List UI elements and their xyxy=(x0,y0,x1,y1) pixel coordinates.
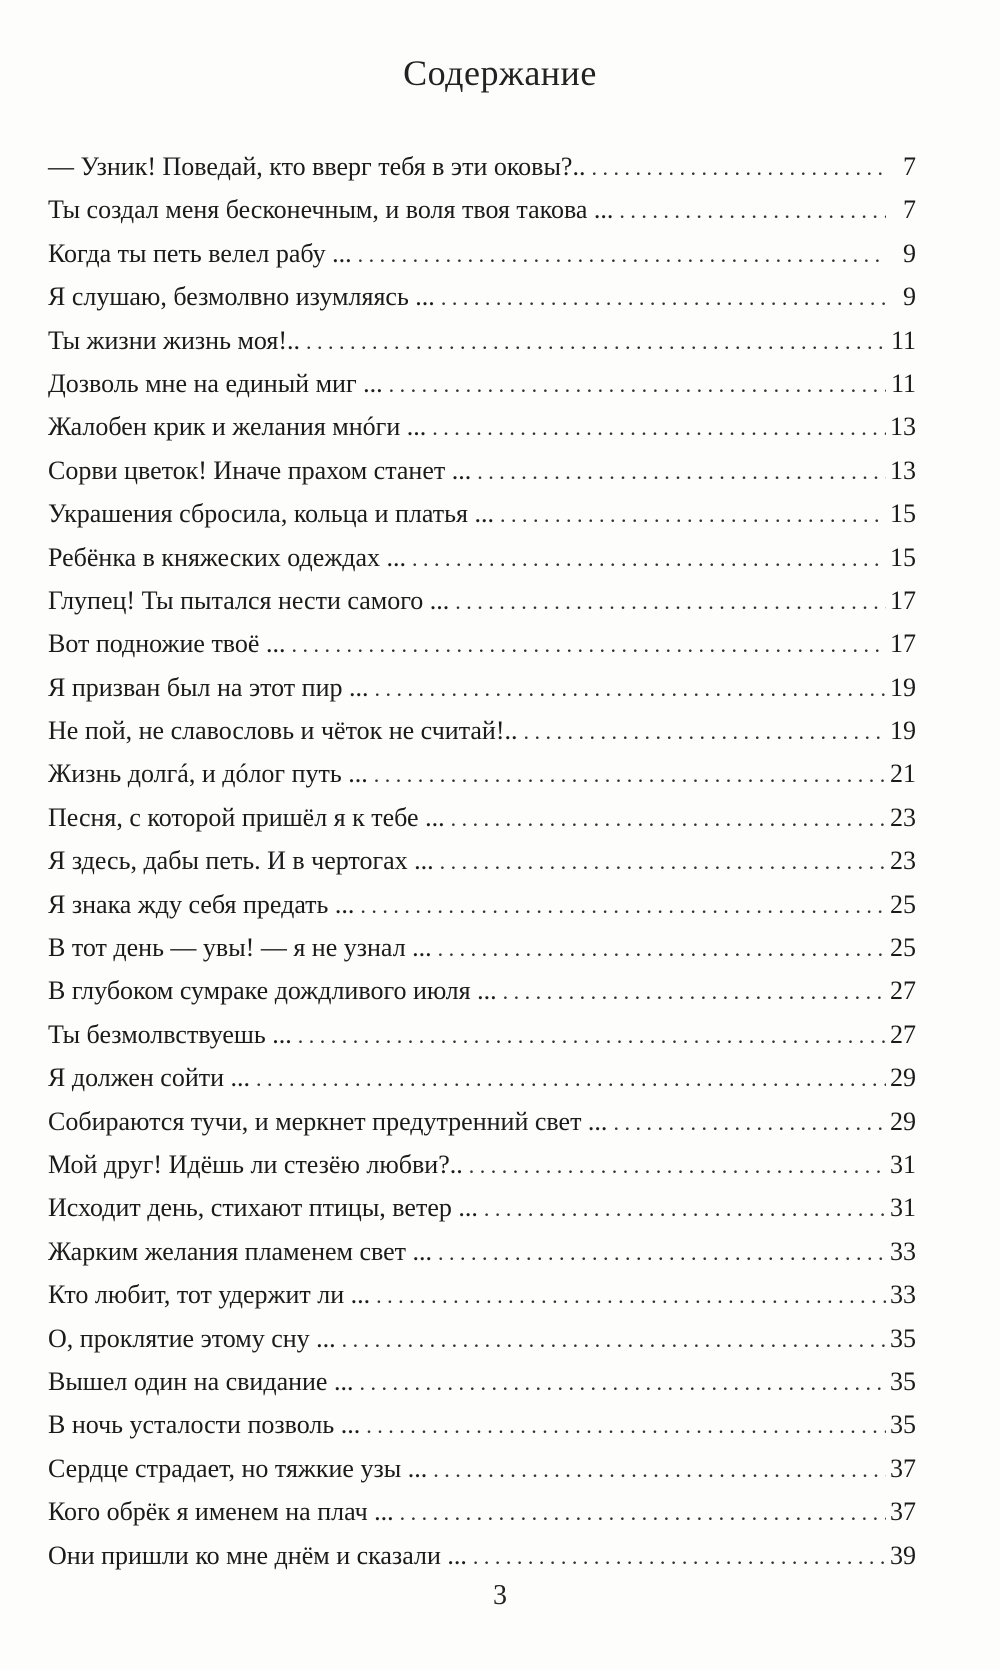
toc-entry-page: 31 xyxy=(890,1193,916,1223)
toc-entry-page: 13 xyxy=(890,455,916,485)
toc-entry-page: 31 xyxy=(890,1149,916,1179)
toc-entry-title: — Узник! Поведай, кто вверг тебя в эти оковы?.. xyxy=(48,152,586,181)
dot-leader xyxy=(427,1448,886,1491)
dot-leader xyxy=(471,450,886,493)
toc-entry-page: 33 xyxy=(890,1280,916,1310)
toc-entry xyxy=(48,492,916,535)
toc-entry-page: 9 xyxy=(903,282,916,312)
toc-entry-title: Песня, с которой пришёл я к тебе ... xyxy=(48,802,445,832)
toc-entry-title: Ты безмолвствуешь ... xyxy=(48,1019,292,1049)
toc-entry xyxy=(48,1230,916,1273)
toc-entry-page: 23 xyxy=(890,846,916,876)
toc-entry-page: 7 xyxy=(903,195,916,225)
toc-entry-title: Я знака жду себя предать ... xyxy=(48,889,355,919)
dot-leader xyxy=(463,1144,886,1187)
toc-entry-title: Исходит день, стихают птицы, ветер ... xyxy=(48,1193,478,1223)
dot-leader xyxy=(394,1491,886,1534)
toc-entry-page: 11 xyxy=(890,325,916,355)
toc-entry-title: Вот подножие твоё ... xyxy=(48,629,286,659)
toc-entry xyxy=(48,1317,916,1360)
dot-leader xyxy=(300,320,886,363)
toc-entry-title: Когда ты петь велел рабу ... xyxy=(48,238,352,268)
dot-leader xyxy=(518,710,887,753)
toc-entry-page: 37 xyxy=(890,1453,916,1483)
toc-entry xyxy=(48,1143,916,1186)
dot-leader xyxy=(434,840,886,883)
toc-entry-title: Жизнь долгá, и дóлог путь ... xyxy=(48,759,368,789)
toc-entry xyxy=(48,666,916,709)
toc-entry-title: В глубоком сумраке дождливого июля ... xyxy=(48,976,497,1006)
toc-entry-page: 35 xyxy=(890,1366,916,1396)
toc-entry-title: Не пой, не славословь и чёток не считай!.. xyxy=(48,716,518,746)
toc-entry xyxy=(48,536,916,579)
toc-entry xyxy=(48,1490,916,1533)
toc-entry-page: 27 xyxy=(890,1019,916,1049)
toc-entry-title: Я здесь, дабы петь. И в чертогах ... xyxy=(48,846,434,876)
dot-leader xyxy=(478,1187,886,1230)
toc-entry-title: Я слушаю, безмолвно изумляясь ... xyxy=(48,282,435,312)
toc-entry-title: Сердце страдает, но тяжкие узы ... xyxy=(48,1453,428,1483)
toc-entry-page: 35 xyxy=(890,1410,916,1440)
dot-leader xyxy=(432,927,886,970)
toc-entry xyxy=(48,275,916,318)
toc-entry xyxy=(48,1100,916,1143)
dot-leader xyxy=(585,146,886,189)
toc-entry-page: 39 xyxy=(890,1540,916,1570)
dot-leader xyxy=(467,1535,886,1578)
toc-entry-title: Я должен сойти ... xyxy=(48,1063,251,1093)
toc-entry-page: 19 xyxy=(890,716,916,746)
toc-entry-title: Кто любит, тот удержит ли ... xyxy=(48,1280,371,1310)
dot-leader xyxy=(360,1404,886,1447)
toc-entry xyxy=(48,1360,916,1403)
toc-entry-title: Вышел один на свидание ... xyxy=(48,1366,354,1396)
page-title: Содержание xyxy=(403,53,597,93)
dot-leader xyxy=(353,1361,886,1404)
toc-entry-title: Дозволь мне на единый миг ... xyxy=(48,368,383,398)
dot-leader xyxy=(354,884,886,927)
toc-entry-page: 11 xyxy=(890,368,916,398)
toc-entry xyxy=(48,969,916,1012)
dot-leader xyxy=(445,797,886,840)
toc-entry xyxy=(48,145,916,188)
toc-entry xyxy=(48,362,916,405)
toc-entry-page: 17 xyxy=(890,585,916,615)
toc-entry-title: Глупец! Ты пытался нести самого ... xyxy=(48,585,450,615)
toc-entry xyxy=(48,839,916,882)
toc-entry xyxy=(48,1403,916,1446)
toc-entry xyxy=(48,622,916,665)
toc-entry xyxy=(48,1273,916,1316)
dot-leader xyxy=(285,623,886,666)
toc-entry-page: 37 xyxy=(890,1497,916,1527)
toc-entry-page: 27 xyxy=(890,976,916,1006)
dot-leader xyxy=(368,667,886,710)
toc-entry xyxy=(48,752,916,795)
dot-leader xyxy=(336,1318,886,1361)
toc-entry-title: Жарким желания пламенем свет ... xyxy=(48,1236,433,1266)
toc-entry xyxy=(48,1056,916,1099)
toc-entry-page: 29 xyxy=(890,1063,916,1093)
dot-leader xyxy=(494,493,886,536)
toc-entry xyxy=(48,1186,916,1229)
toc-entry-title: Я призван был на этот пир ... xyxy=(48,672,369,702)
toc-entry-title: Жалобен крик и желания мнóги ... xyxy=(48,412,427,442)
dot-leader xyxy=(426,406,886,449)
toc-entry-page: 33 xyxy=(890,1236,916,1266)
toc-entry xyxy=(48,449,916,492)
toc-entry-page: 25 xyxy=(890,889,916,919)
toc-entry-title: Ты жизни жизнь моя!.. xyxy=(48,325,301,355)
toc-entry-title: Ребёнка в княжеских одеждах ... xyxy=(48,542,407,572)
toc-entry-title: Ты создал меня бесконечным, и воля твоя такова ... xyxy=(48,195,614,225)
toc-entry xyxy=(48,883,916,926)
toc-entry-title: О, проклятие этому сну ... xyxy=(48,1323,336,1353)
table-of-contents xyxy=(48,145,916,1577)
dot-leader xyxy=(368,753,886,796)
dot-leader xyxy=(370,1274,886,1317)
toc-entry-page: 17 xyxy=(890,629,916,659)
toc-entry xyxy=(48,1447,916,1490)
toc-entry xyxy=(48,1534,916,1577)
toc-entry-page: 23 xyxy=(890,802,916,832)
dot-leader xyxy=(352,233,886,276)
toc-entry xyxy=(48,319,916,362)
dot-leader xyxy=(613,189,886,232)
toc-entry-page: 21 xyxy=(890,759,916,789)
dot-leader xyxy=(435,276,886,319)
toc-entry-title: Сорви цветок! Иначе прахом станет ... xyxy=(48,455,472,485)
dot-leader xyxy=(432,1231,886,1274)
dot-leader xyxy=(292,1014,886,1057)
page-number: 3 xyxy=(493,1580,507,1611)
toc-entry-title: Собираются тучи, и меркнет предутренний свет ... xyxy=(48,1106,608,1136)
dot-leader xyxy=(383,363,886,406)
toc-entry xyxy=(48,232,916,275)
dot-leader xyxy=(406,537,886,580)
toc-entry xyxy=(48,709,916,752)
toc-entry-page: 7 xyxy=(903,152,916,181)
toc-entry-page: 19 xyxy=(890,672,916,702)
toc-entry-title: В тот день — увы! — я не узнал ... xyxy=(48,933,432,963)
toc-entry-title: В ночь усталости позволь ... xyxy=(48,1410,361,1440)
toc-entry xyxy=(48,188,916,231)
toc-entry-title: Мой друг! Идёшь ли стезёю любви?.. xyxy=(48,1149,463,1179)
toc-entry-title: Украшения сбросила, кольца и платья ... xyxy=(48,499,494,529)
dot-leader xyxy=(250,1057,886,1100)
dot-leader xyxy=(449,580,886,623)
toc-entry-page: 35 xyxy=(890,1323,916,1353)
toc-entry xyxy=(48,1013,916,1056)
toc-entry xyxy=(48,926,916,969)
toc-entry xyxy=(48,796,916,839)
toc-entry-page: 13 xyxy=(890,412,916,442)
toc-entry xyxy=(48,579,916,622)
toc-entry-page: 9 xyxy=(903,238,916,268)
toc-entry-title: Кого обрёк я именем на плач ... xyxy=(48,1497,394,1527)
toc-entry-page: 25 xyxy=(890,933,916,963)
toc-entry-page: 29 xyxy=(890,1106,916,1136)
dot-leader xyxy=(607,1101,886,1144)
toc-entry xyxy=(48,405,916,448)
toc-entry-page: 15 xyxy=(890,542,916,572)
dot-leader xyxy=(497,970,886,1013)
toc-entry-page: 15 xyxy=(890,499,916,529)
toc-entry-title: Они пришли ко мне днём и сказали ... xyxy=(48,1540,467,1570)
